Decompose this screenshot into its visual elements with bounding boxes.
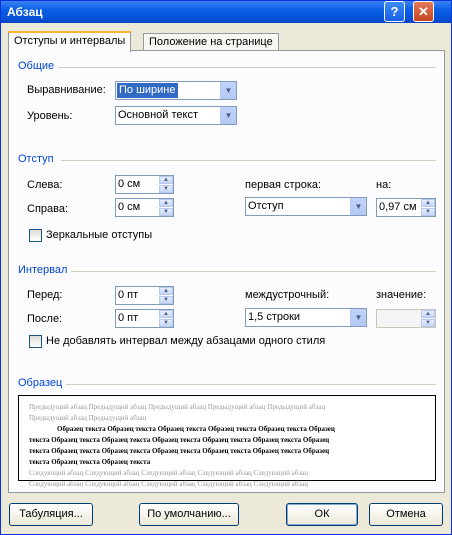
ok-button[interactable]: ОК xyxy=(286,503,358,526)
alignment-select[interactable] xyxy=(115,81,237,100)
preview-prev-line: Предыдущий абзац Предыдущий абзац Предыдущий абзац Предыдущий абзац Предыдущий абзац xyxy=(29,403,326,411)
line-spacing-value: 1,5 строки xyxy=(248,311,301,323)
spacing-separator xyxy=(71,271,436,272)
spin-up-icon[interactable]: ▲ xyxy=(159,287,173,295)
spin-up-icon[interactable]: ▲ xyxy=(421,310,435,318)
general-group-header: Общие xyxy=(18,60,55,72)
spin-down-icon[interactable]: ▼ xyxy=(421,208,435,216)
preview-next-line: Следующий абзац Следующий абзац Следующий абзац Следующий абзац Следующий абзац xyxy=(29,480,308,488)
after-label: После: xyxy=(27,313,63,325)
tab-line-page-breaks[interactable]: Положение на странице xyxy=(143,33,279,51)
by-value: 0,97 см xyxy=(379,201,417,213)
indent-right-spinner[interactable] xyxy=(115,198,174,217)
preview-separator xyxy=(66,384,436,385)
set-default-button[interactable]: По умолчанию... xyxy=(139,503,239,526)
spin-up-icon[interactable]: ▲ xyxy=(421,199,435,207)
cancel-button[interactable]: Отмена xyxy=(369,503,443,526)
indent-separator xyxy=(61,160,436,161)
indent-left-label: Слева: xyxy=(27,179,63,191)
general-separator xyxy=(58,67,436,68)
preview-box xyxy=(18,395,436,488)
preview-main-line: текста Образец текста Образец текста xyxy=(29,458,151,466)
chevron-down-icon[interactable]: ▼ xyxy=(220,107,236,124)
preview-next-line: Следующий абзац Следующий абзац Следующий абзац Следующий абзац Следующий абзац xyxy=(29,469,308,477)
help-button[interactable]: ? xyxy=(384,1,405,22)
alignment-label: Выравнивание: xyxy=(27,84,106,96)
level-label: Уровень: xyxy=(27,110,73,122)
spin-up-icon[interactable]: ▲ xyxy=(159,310,173,318)
first-line-label: первая строка: xyxy=(245,179,322,191)
tabs-button[interactable]: Табуляция... xyxy=(9,503,93,526)
preview-prev-line: Предыдущий абзац Предыдущий абзац xyxy=(29,414,147,422)
after-spinner[interactable] xyxy=(115,309,174,328)
at-spinner[interactable] xyxy=(376,309,436,328)
spin-down-icon[interactable]: ▼ xyxy=(159,319,173,327)
before-label: Перед: xyxy=(27,289,63,301)
no-space-label: Не добавлять интервал между абзацами одного стиля xyxy=(46,335,326,347)
no-space-checkbox[interactable] xyxy=(29,335,42,348)
preview-group-header: Образец xyxy=(18,377,63,389)
mirror-indents-label: Зеркальные отступы xyxy=(46,229,153,241)
indent-left-spinner[interactable] xyxy=(115,175,174,194)
alignment-value: По ширине xyxy=(119,84,176,96)
chevron-down-icon[interactable]: ▼ xyxy=(220,82,236,99)
title-bar xyxy=(1,1,451,23)
preview-main-line: Образец текста Образец текста Образец текста Образец текста Образец текста Образец xyxy=(57,425,335,433)
indent-left-value: 0 см xyxy=(118,178,141,190)
spin-down-icon[interactable]: ▼ xyxy=(159,185,173,193)
line-spacing-select[interactable] xyxy=(245,308,367,327)
close-button[interactable]: ✕ xyxy=(413,1,434,22)
tab-indents-spacing[interactable]: Отступы и интервалы xyxy=(8,31,131,52)
spin-up-icon[interactable]: ▲ xyxy=(159,176,173,184)
spacing-group-header: Интервал xyxy=(18,264,68,276)
chevron-down-icon[interactable]: ▼ xyxy=(350,198,366,215)
chevron-down-icon[interactable]: ▼ xyxy=(350,309,366,326)
first-line-select[interactable] xyxy=(245,197,367,216)
level-select[interactable] xyxy=(115,106,237,125)
indent-group-header: Отступ xyxy=(18,153,54,165)
line-spacing-label: междустрочный: xyxy=(245,289,330,301)
preview-main-line: текста Образец текста Образец текста Образец текста Образец текста Образец текста Образец xyxy=(29,436,330,444)
indent-right-label: Справа: xyxy=(27,203,69,215)
by-label: на: xyxy=(376,179,392,191)
at-label: значение: xyxy=(376,289,427,301)
spin-down-icon[interactable]: ▼ xyxy=(421,319,435,327)
before-value: 0 пт xyxy=(118,289,139,301)
by-spinner[interactable] xyxy=(376,198,436,217)
spin-up-icon[interactable]: ▲ xyxy=(159,199,173,207)
after-value: 0 пт xyxy=(118,312,139,324)
preview-main-line: текста Образец текста Образец текста Образец текста Образец текста Образец текста Образец xyxy=(29,447,330,455)
before-spinner[interactable] xyxy=(115,286,174,305)
level-value: Основной текст xyxy=(118,109,198,121)
spin-down-icon[interactable]: ▼ xyxy=(159,296,173,304)
first-line-value: Отступ xyxy=(248,200,284,212)
spin-down-icon[interactable]: ▼ xyxy=(159,208,173,216)
indent-right-value: 0 см xyxy=(118,201,141,213)
mirror-indents-checkbox[interactable] xyxy=(29,229,42,242)
window-title: Абзац xyxy=(7,5,43,19)
